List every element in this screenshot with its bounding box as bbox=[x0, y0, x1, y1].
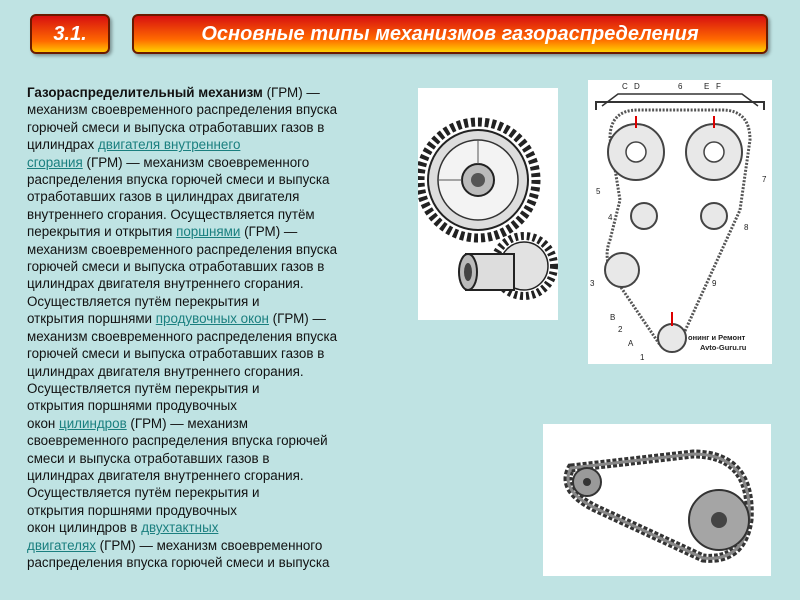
slide-number: 3.1. bbox=[53, 22, 87, 45]
slide-title: Основные типы механизмов газораспределения bbox=[201, 22, 699, 45]
slide-title-bar bbox=[132, 14, 768, 54]
label-5: 5 bbox=[596, 187, 601, 196]
label-b: B bbox=[610, 313, 616, 322]
text-segment: (ГРМ) — механизм своевременного распределения впуска горючей смеси и выпуска отработавших газов в цилиндрах двигателя внутреннего сгорания. Осуществляется путём перекрытия и открытия поршнями bbox=[27, 224, 338, 327]
label-8: 8 bbox=[744, 223, 749, 232]
watermark-line2: Avto-Guru.ru bbox=[700, 343, 747, 352]
term-bold: Газораспределительный механизм bbox=[27, 85, 263, 100]
label-3: 3 bbox=[590, 279, 595, 288]
label-9: 9 bbox=[712, 279, 717, 288]
timing-belt-diagram bbox=[588, 80, 772, 364]
link-cylinders[interactable]: цилиндров bbox=[59, 415, 127, 431]
label-2: 2 bbox=[618, 325, 623, 334]
label-6: 6 bbox=[678, 82, 683, 91]
body-text bbox=[27, 84, 399, 571]
label-1: 1 bbox=[640, 353, 645, 362]
link-ice[interactable]: двигателя внутреннего сгорания bbox=[27, 137, 241, 170]
label-4: 4 bbox=[608, 213, 613, 222]
text-segment: (ГРМ) — механизм своевременного распределения впуска горючей смеси и выпуска bbox=[27, 537, 330, 570]
label-e: E bbox=[704, 82, 710, 91]
link-two-stroke[interactable]: двухтактных двигателях bbox=[27, 520, 219, 553]
watermark-line1: онинг и Ремонт bbox=[688, 333, 746, 342]
text-segment: (ГРМ) — механизм своевременного распределения впуска горючей смеси и выпуска отработавших газов в цилиндрах двигателя внутреннего сгорания. Осуществляется путём перекрытия и открытия bbox=[27, 154, 330, 240]
text-segment: (ГРМ) — механизм своевременного распределения впуска горючей смеси и выпуска отработавших газов в цилиндрах bbox=[27, 85, 338, 153]
label-f: F bbox=[716, 82, 721, 91]
label-c: C bbox=[622, 82, 628, 91]
text-segment: (ГРМ) — механизм своевременного распределения впуска горючей смеси и выпуска отработавших газов в цилиндрах двигателя внутреннего сгорания. Осуществляется путём перекрытия и открытия поршнями продувочных окон цилиндров в bbox=[27, 415, 328, 536]
link-pistons[interactable]: поршнями bbox=[176, 224, 241, 240]
label-d: D bbox=[634, 82, 640, 91]
slide-number-badge bbox=[30, 14, 110, 54]
timing-chain-image bbox=[543, 424, 771, 576]
link-scavenge-ports[interactable]: продувочных окон bbox=[155, 311, 269, 327]
gear-train-image bbox=[418, 88, 558, 320]
label-a: A bbox=[628, 339, 634, 348]
text-segment: (ГРМ) — механизм своевременного распределения впуска горючей смеси и выпуска отработавших газов в цилиндрах двигателя внутреннего сгорания. Осуществляется путём перекрытия и открытия поршнями продувочных окон bbox=[27, 311, 338, 431]
label-7: 7 bbox=[762, 175, 767, 184]
